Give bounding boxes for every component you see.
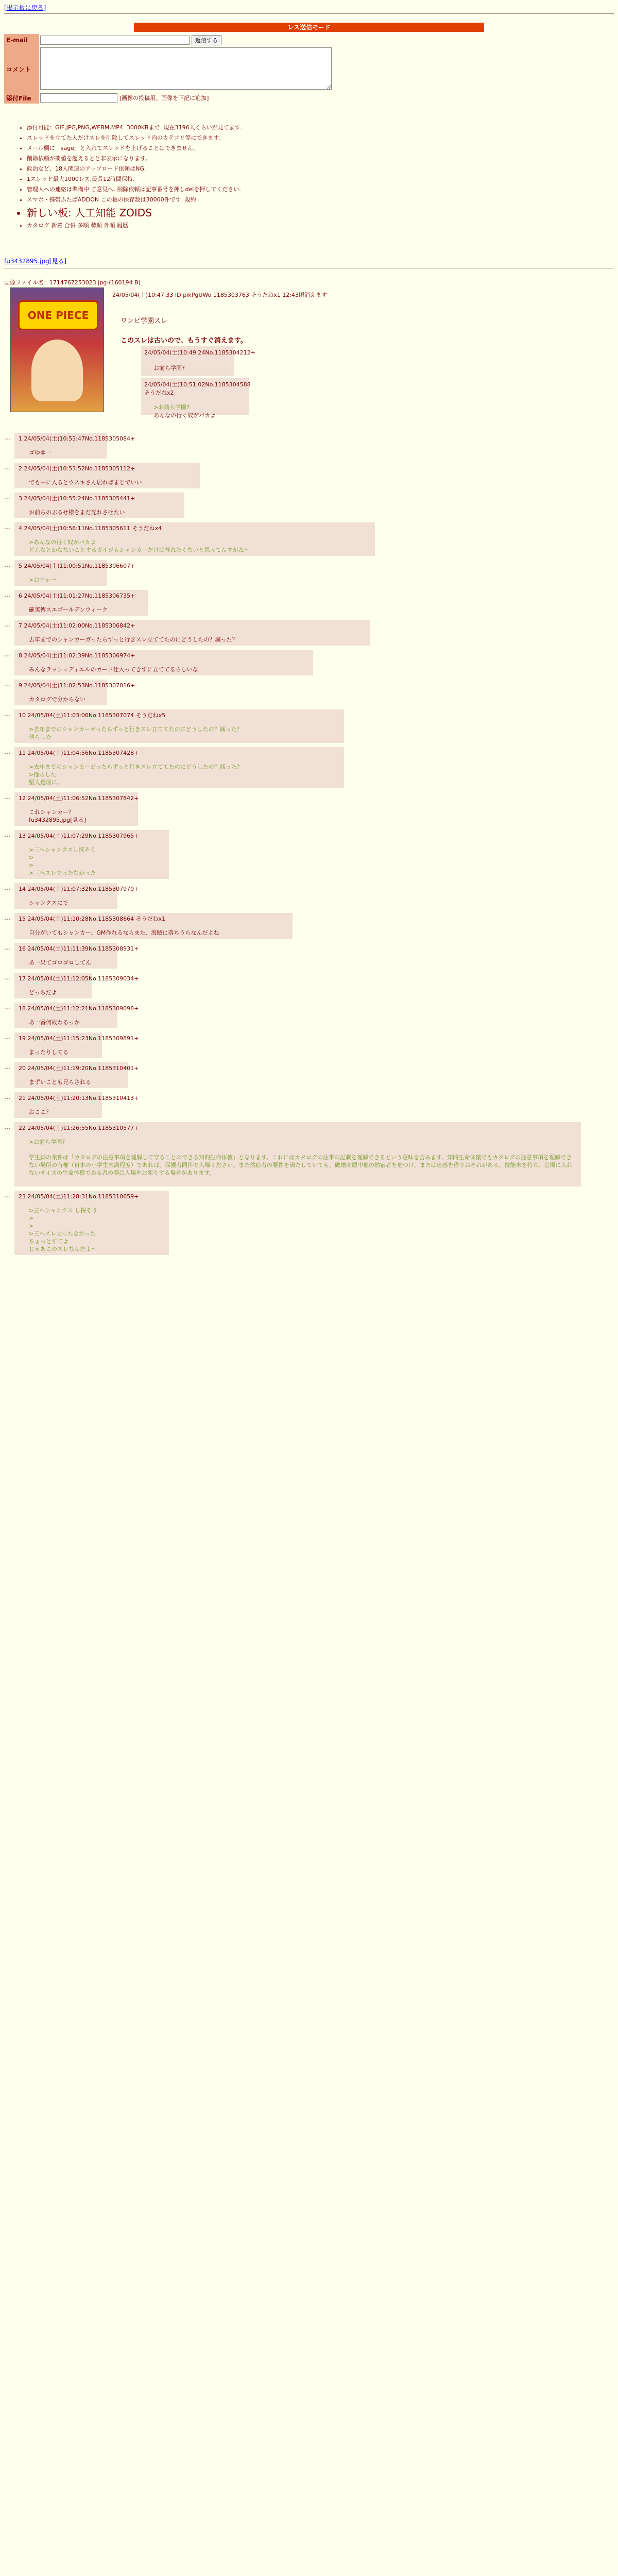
op-image[interactable] [10,287,104,412]
reply-box [14,463,200,488]
reply-body: まずいことも兄らされる [29,1079,91,1086]
reply-header[interactable]: 15 24/05/04(土)11:10:28No.1185308664 そうだねx1 [19,916,166,922]
rule-item: • 添付可能：GIF,JPG,PNG,WEBM,MP4. 3000KBまで. 現在3196人くらいが見てます. [27,123,242,133]
op-reply-header: 24/05/04(土)10:51:02No.1185304588 そうだねx2 [144,381,251,396]
op-file-info[interactable]: 画像ファイル名：1714767253023.jpg-(160194 B) [4,279,141,286]
character-figure [31,340,83,401]
reply-body: >お前ら学園? 学生脚の業件は「カタログの注意事項を理解して守ることのできる知的生命体猿」となります。これにはカタログの注事の記載を理解できるという意味を含みます。知的生命体猿でもカタログの注意事項を理解できない場所の有権（日本の小学生未満程度）であれば、保護者同伴で入場ください。また然宿者の要件を満たしていても、破壊高層中他の然宿者を危つけ、または迷惑を作りおそれがある、技能未を持ち、会場に入れないサイズの生命体猿である者の際は入場をお断りする場合があります。 [29,1139,573,1176]
reply-box [14,792,138,826]
reply-header[interactable]: 20 24/05/04(土)11:19:20No.1185310401+ [19,1065,139,1072]
reply-box [14,709,344,743]
reply-body: ゴゆゆ一 [29,449,52,456]
reply-body: 自分がいてもシャンカー、GM作れるならまた、海賊に落ちうらなんだよね [29,929,219,936]
comment-field[interactable] [40,47,332,90]
reply-box [14,913,293,939]
reply-header[interactable]: 12 24/05/04(土)11:06:52No.1185307842+ [19,795,139,802]
reply-marker-icon: … [4,1192,10,1199]
reply-marker-icon: … [4,793,10,801]
reply-body: >あんなの行く奴がバカよ どんなとかなないことするガイジもシャンカーだけは普れたくないと思ってんすがね～ [29,539,250,553]
reply-box [14,1003,139,1028]
reply-header[interactable]: 8 24/05/04(土)11:02:39No.1185306974+ [19,652,135,659]
reply-body: まったりしてる [29,1049,68,1056]
reply-header[interactable]: 3 24/05/04(土)10:55:24No.1185305441+ [19,495,135,502]
reply-mode-bar: レス送信モード [134,23,484,32]
reply-box [14,973,139,998]
reply-body: 去年までのシャンカーガったらずっと行きスレ立ててたのにどうしたの？減った？ [29,636,238,643]
reply-header[interactable]: 23 24/05/04(土)11:28:31No.1185310659+ [19,1193,139,1200]
op-reply-1 [141,346,255,376]
reply-header[interactable]: 18 24/05/04(土)11:12:21No.1185309098+ [19,1005,139,1012]
catalog-links[interactable]: • カタログ 新着 合併 多順 勢順 外順 履歴 [27,221,242,231]
op-reply-2 [141,378,251,419]
reply-marker-icon: … [4,974,10,981]
reply-box [14,560,135,586]
reply-marker-icon: … [4,831,10,838]
rule-item: • スマホ・携帯ふたばADDON この板の保存数は30000件です. 規約 [27,195,242,205]
reply-marker-icon: … [4,621,10,628]
reply-marker-icon: … [4,651,10,658]
file-label: 添付File [4,92,39,104]
reply-body: カタログで分からない [29,696,85,703]
reply-header[interactable]: 7 24/05/04(土)11:02:00No.1185306842+ [19,622,135,629]
board-rules [20,123,242,231]
email-label: E-mail [4,34,39,46]
reply-box [14,883,139,909]
rule-item: • スレッドを立てた人だけスレを削除してスレッド内のカテゴリ等にできます. [27,133,242,143]
reply-box [14,493,184,518]
reply-marker-icon: … [4,681,10,688]
reply-header[interactable]: 4 24/05/04(土)10:56:11No.1185305611 そうだねx4 [19,525,162,532]
reply-header[interactable]: 17 24/05/04(土)11:12:05No.1185309034+ [19,975,139,982]
reply-box [14,943,139,969]
reply-box [14,830,169,879]
reply-form [4,34,333,104]
reply-body: >去年までのシャンカーガったらずっと行きスレ立ててたのにどうしたの？減った？ >他らした 堅人選展に。 [29,764,243,786]
reply-header[interactable]: 16 24/05/04(土)11:11:39No.1185308931+ [19,945,139,952]
reply-body: どっちだよ [29,989,57,996]
reply-box [14,1191,169,1255]
reply-header[interactable]: 19 24/05/04(土)11:15:23No.1185309891+ [19,1035,139,1042]
reply-marker-icon: … [4,914,10,921]
reply-header[interactable]: 10 24/05/04(土)11:03:06No.1185307074 そうだねx5 [19,712,166,719]
rule-item: • 削除依頼が閾値を超えるとと非表示になります。 [27,154,242,164]
reply-marker-icon: … [4,464,10,471]
reply-body: でも中に入るとウスキさん居ればまじでいい [29,479,142,486]
reply-marker-icon: … [4,1004,10,1011]
reply-marker-icon: … [4,1093,10,1100]
reply-marker-icon: … [4,494,10,501]
reply-marker-icon: … [4,884,10,891]
reply-header[interactable]: 9 24/05/04(土)11:02:53No.1185307016+ [19,682,135,689]
reply-body: シャンクスにで [29,900,68,906]
reply-marker-icon: … [4,591,10,598]
op-reply-body: あんなの行く奴がバカよ [153,412,216,419]
rule-item: • 1スレッド最大1000レス,最長12時間保持. [27,174,242,184]
reply-box [14,1032,139,1058]
op-header: 24/05/04(土)10:47:33 ID:pikPgUWo 1185303763 そうだねx1 12:43頃消えます [112,292,328,298]
op-title: ワンピ学園スレ [121,317,168,325]
reply-header[interactable]: 21 24/05/04(土)11:20:13No.1185310413+ [19,1095,139,1101]
comment-label: コメント [4,46,39,92]
back-to-board-link[interactable]: [掲示板に戻る] [4,4,46,11]
reply-body: >お中ゃ一 [29,577,57,583]
reply-marker-icon: … [4,1123,10,1130]
file-input[interactable] [40,93,117,103]
op-reply-header: 24/05/04(土)10:49:24No.1185304212+ [144,349,255,356]
rule-item: • 管理人への連絡は準備中 ご意見へ. 削除依頼は記事番号を押しdelを押してください. [27,184,242,195]
reply-box [14,1062,139,1088]
reply-box [14,680,135,705]
reply-box [14,1122,581,1187]
reply-body: >去年までのシャンカーガったらずっと行きスレ立ててたのにどうしたの？減った？ 他らした [29,726,243,740]
new-boards-link[interactable]: • 新しい板: 人工知能 ZOIDS [27,205,242,221]
file-note: [画像の投稿用。画像を下記に追加] [119,95,209,101]
reply-header[interactable]: 1 24/05/04(土)10:53:47No.1185305084+ [19,435,135,442]
op-reply-quote: >お前ら学園? [153,404,190,411]
submit-button[interactable]: 返信する [192,35,221,45]
reply-header[interactable]: 13 24/05/04(土)11:07:29No.1185307965+ [19,833,139,839]
reply-body: 確実傳スエゴールデンウィーク [29,606,108,613]
reply-header[interactable]: 11 24/05/04(土)11:04:56No.1185307428+ [19,750,139,756]
reply-marker-icon: … [4,710,10,718]
reply-body: >三ヘシャンクス し探そう > > >三ヘスレ立ったなかった ちょっとすてよ じゃあこのスレなんだよ～ [29,1207,98,1252]
rule-item: • メール欄に「sage」と入れてスレッドを上げることはできません。 [27,143,242,154]
reply-box [14,747,344,788]
reply-header[interactable]: 22 24/05/04(土)11:26:55No.1185310577+ [19,1125,139,1131]
reply-marker-icon: … [4,944,10,951]
divider [4,13,614,14]
reply-box [14,522,375,556]
reply-box [14,620,370,646]
reply-body: あ一果てゴロゴロしてん [29,959,91,966]
reply-header[interactable]: 6 24/05/04(土)11:01:27No.1185306735+ [19,592,135,599]
reply-header[interactable]: 2 24/05/04(土)10:53:52No.1185305112+ [19,465,135,472]
reply-header[interactable]: 5 24/05/04(土)11:00:51No.1185306607+ [19,563,135,569]
attached-image-link[interactable]: fu3432895.jpg[見る] [4,258,67,265]
reply-marker-icon: … [4,434,10,441]
reply-body: これシャンカー？ fu3432895.jpg[見る] [29,809,86,823]
reply-marker-icon: … [4,561,10,568]
reply-marker-icon: … [4,748,10,755]
email-field[interactable] [40,36,190,45]
reply-box [14,433,135,459]
reply-body: みんなラッシュディエルのカード仕入ってきずに立ててるらしいな [29,666,198,673]
reply-body: お前らのぶるせ様をまだ光れさせたい [29,509,125,516]
reply-box [14,590,148,616]
reply-body: あ一番何故わるっか [29,1019,80,1026]
rule-item: • 政治など、18人関連のアップロード依頼はNG. [27,164,242,174]
manga-logo: ONE PIECE [18,300,98,330]
reply-body: >三ヘシャンクスし探そう > > >三ヘスレ立ったなかった [29,846,96,876]
original-post [4,278,614,419]
reply-box [14,650,313,675]
op-reply-body: お前ら学園? [153,365,185,371]
reply-marker-icon: … [4,523,10,531]
reply-marker-icon: … [4,1033,10,1041]
reply-header[interactable]: 14 24/05/04(土)11:07:32No.1185307970+ [19,886,139,892]
reply-body: おここ？ [29,1109,52,1115]
reply-marker-icon: … [4,1063,10,1071]
reply-box [14,1092,139,1118]
expiry-warning: このスレは古いので、もうすぐ消えます。 [121,337,247,345]
